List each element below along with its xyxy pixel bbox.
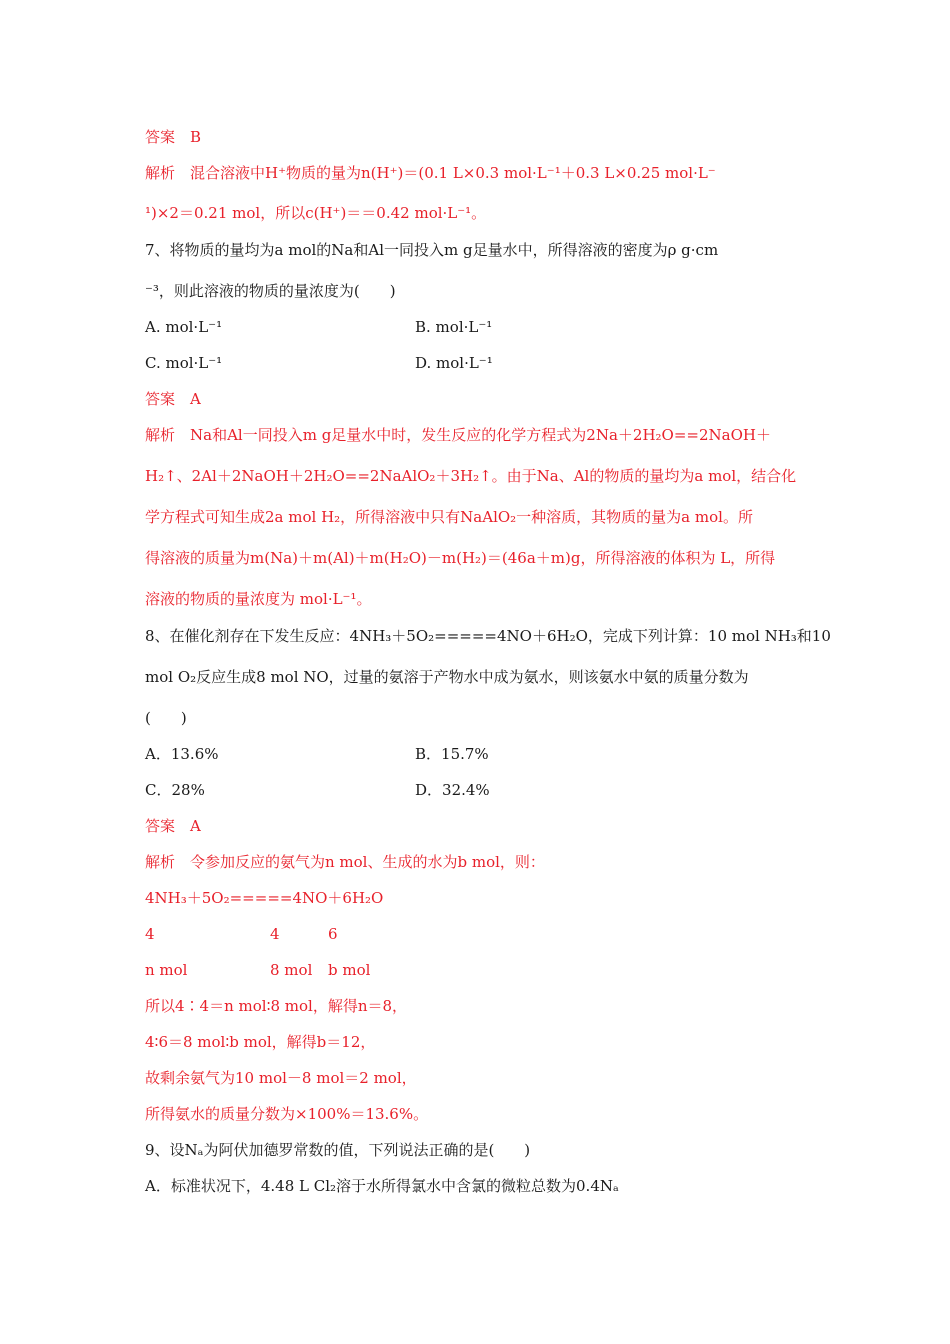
- q6-analysis-line-1: 解析 混合溶液中H⁺物质的量为n(H⁺)＝(0.1 L×0.3 mol·L⁻¹＋0.3 L×0.25 mol·L⁻: [145, 164, 716, 182]
- q7-analysis-line-3: 学方程式可知生成2a mol H₂，所得溶液中只有NaAlO₂一种溶质，其物质的量为a mol。所: [145, 508, 753, 526]
- q8-option-a: A．13.6%: [145, 745, 219, 763]
- q8-amount-1: n mol: [145, 961, 188, 979]
- q7-answer: 答案 A: [145, 390, 201, 408]
- q7-analysis-line-2: H₂↑、2Al＋2NaOH＋2H₂O==2NaAlO₂＋3H₂↑。由于Na、Al的物质的量均为a mol，结合化: [145, 467, 797, 485]
- q8-step-1: 所以4∶4＝n mol∶8 mol，解得n＝8，: [145, 997, 408, 1015]
- q8-step-4: 所得氨水的质量分数为×100%＝13.6%。: [145, 1105, 429, 1123]
- q8-equation: 4NH₃＋5O₂=====4NO＋6H₂O: [145, 889, 384, 907]
- q7-analysis-line-5: 溶液的物质的量浓度为 mol·L⁻¹。: [145, 590, 372, 608]
- q8-coef-2: 4: [270, 925, 280, 943]
- q8-coef-1: 4: [145, 925, 155, 943]
- q7-stem-line-1: 7、将物质的量均为a mol的Na和Al一同投入m g足量水中，所得溶液的密度为ρ g·cm: [145, 241, 719, 259]
- q8-option-b: B．15.7%: [415, 745, 489, 763]
- q8-stem-line-2: mol O₂反应生成8 mol NO，过量的氨溶于产物水中成为氨水，则该氨水中氨的质量分数为: [145, 668, 749, 686]
- q8-stem-line-1: 8、在催化剂存在下发生反应：4NH₃＋5O₂=====4NO＋6H₂O，完成下列计算：10 mol NH₃和10: [145, 627, 831, 645]
- q7-option-b: B. mol·L⁻¹: [415, 318, 493, 336]
- q8-coef-3: 6: [328, 925, 338, 943]
- q8-option-c: C．28%: [145, 781, 205, 799]
- q9-stem-line-1: 9、设Nₐ为阿伏加德罗常数的值，下列说法正确的是( ): [145, 1141, 531, 1159]
- q8-answer: 答案 A: [145, 817, 201, 835]
- q7-analysis-line-4: 得溶液的质量为m(Na)＋m(Al)＋m(H₂O)－m(H₂)＝(46a＋m)g，所得溶液的体积为 L，所得: [145, 549, 776, 567]
- q7-option-c: C. mol·L⁻¹: [145, 354, 223, 372]
- q8-option-d: D．32.4%: [415, 781, 490, 799]
- q8-analysis-line-1: 解析 令参加反应的氨气为n mol、生成的水为b mol，则：: [145, 853, 545, 871]
- q7-option-a: A. mol·L⁻¹: [145, 318, 223, 336]
- q8-stem-line-3: ( ): [145, 709, 187, 727]
- q6-analysis-line-2: ¹)×2＝0.21 mol，所以c(H⁺)＝＝0.42 mol·L⁻¹。: [145, 204, 487, 222]
- q8-amount-3: b mol: [328, 961, 371, 979]
- q6-answer: 答案 B: [145, 128, 202, 146]
- q8-step-3: 故剩余氨气为10 mol－8 mol＝2 mol，: [145, 1069, 417, 1087]
- q7-analysis-line-1: 解析 Na和Al一同投入m g足量水中时，发生反应的化学方程式为2Na＋2H₂O==2NaOH＋: [145, 426, 771, 444]
- q8-amount-2: 8 mol: [270, 961, 313, 979]
- q7-option-d: D. mol·L⁻¹: [415, 354, 493, 372]
- q9-option-a: A．标准状况下，4.48 L Cl₂溶于水所得氯水中含氯的微粒总数为0.4Nₐ: [145, 1177, 619, 1195]
- q8-step-2: 4∶6＝8 mol∶b mol，解得b＝12，: [145, 1033, 376, 1051]
- q7-stem-line-2: ⁻³，则此溶液的物质的量浓度为( ): [145, 282, 396, 300]
